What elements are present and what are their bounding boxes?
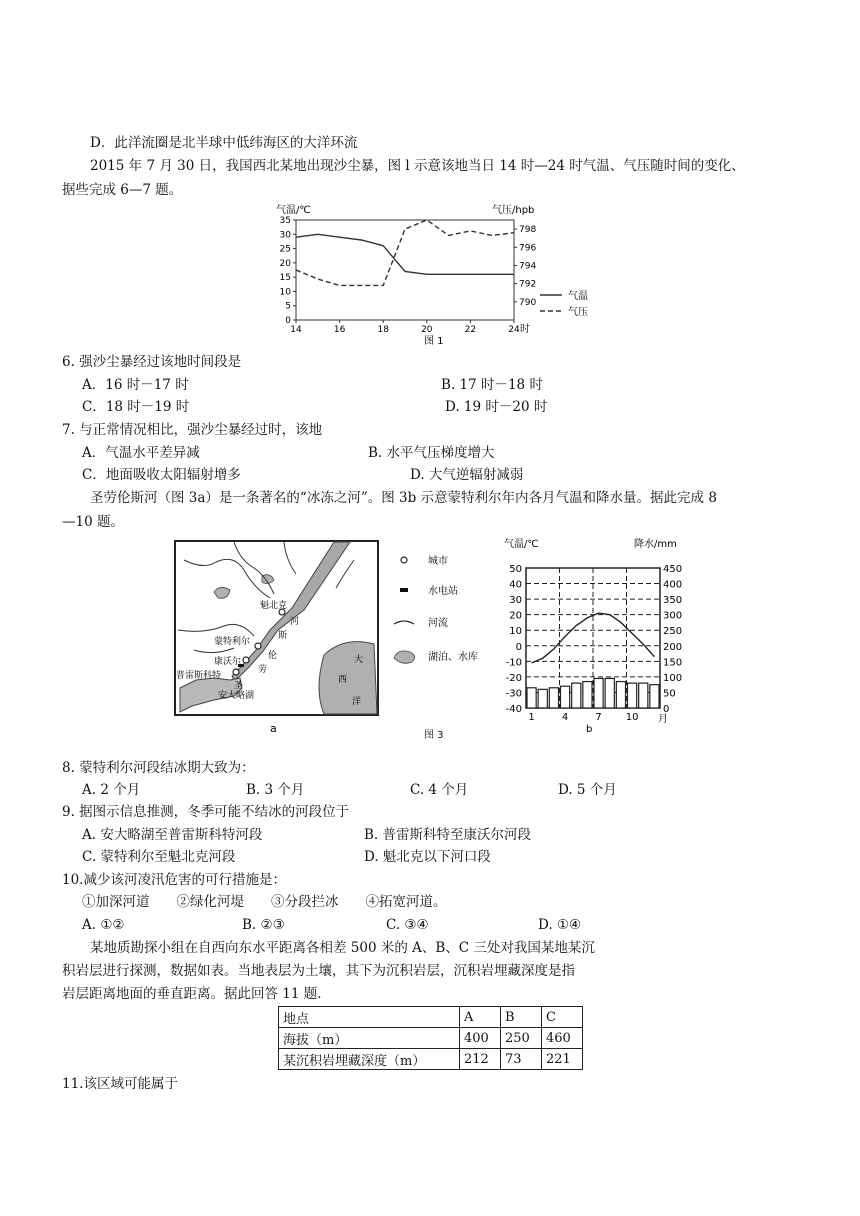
table-header-cell: 地点 [279, 1007, 460, 1028]
fig1-x-tick-label: 24 [508, 325, 520, 335]
map-label-montreal: 蒙特利尔 [214, 637, 251, 647]
intro-2-line-2: —10 题。 [62, 514, 124, 530]
table-cell: 250 [501, 1028, 542, 1049]
fig1-left-tick-label: 5 [285, 301, 291, 312]
fig1-right-tick-label: 792 [519, 279, 537, 290]
question-9: 9. 据图示信息推测，冬季可能不结冰的河段位于 [62, 804, 350, 820]
fig3b-left-tick-label: -30 [505, 688, 522, 700]
intro-3-line-2: 积岩层进行探测，数据如表。当地表层为土壤，其下为沉积岩层，沉积岩埋藏深度是指 [62, 963, 575, 979]
fig3b-right-tick-label: 200 [663, 641, 683, 653]
fig3b-right-tick-label: 300 [663, 610, 683, 622]
fig1-left-axis-label: 气温/℃ [276, 205, 311, 216]
table-cell: 73 [501, 1049, 542, 1070]
intro-3-line-1: 某地质勘探小组在自西向东水平距离各相差 500 米的 A、B、C 三处对我国某地某沉 [90, 940, 595, 956]
fig3b-right-tick-label: 100 [663, 672, 683, 684]
fig3b-precip-bar [549, 688, 558, 708]
fig3b-x-tick-label: 4 [561, 712, 569, 723]
fig1-right-tick-label: 794 [519, 261, 537, 272]
fig1-left-tick-label: 25 [279, 244, 291, 255]
fig3b-precip-bar [594, 678, 603, 708]
table-header-cell: B [501, 1007, 542, 1028]
fig1-left-tick-label: 10 [279, 287, 291, 298]
question-10-option-a: A. ①② [82, 917, 125, 933]
fig1-x-tick-label: 22 [464, 325, 477, 335]
fig3b-precip-bar [639, 683, 648, 708]
table-header-cell: A [460, 1007, 501, 1028]
fig1-right-tick-label: 796 [519, 243, 537, 254]
fig3b-precip-bar [572, 683, 581, 708]
fig1-left-tick-label: 15 [279, 273, 291, 284]
map-label-lake: 安大略湖 [218, 691, 255, 701]
fig3b-precip-bar [628, 683, 637, 708]
question-9-option-b: B. 普雷斯科特至康沃尔河段 [364, 827, 532, 843]
map-legend [392, 548, 502, 688]
fig1-right-tick-label: 790 [519, 297, 537, 308]
question-6-option-c: C．18 时－19 时 [82, 399, 190, 415]
fig1-caption: 图 1 [424, 336, 444, 345]
fig1-temperature-line [296, 234, 514, 274]
map-caption: a [270, 722, 277, 735]
fig3b-x-tick-label: 1 [528, 712, 535, 723]
fig3b-right-tick-label: 150 [663, 657, 683, 669]
fig1-left-tick-label: 30 [279, 230, 291, 241]
fig1-x-tick-label: 18 [377, 325, 389, 335]
question-10-measures: ①加深河道 ②绿化河堤 ③分段拦冰 ④拓宽河道。 [82, 894, 447, 910]
fig3b-left-axis-label: 气温/℃ [504, 539, 539, 550]
option-d: D．此洋流圈是北半球中低纬海区的大洋环流 [90, 135, 358, 151]
table-header-row [279, 1007, 583, 1028]
fig3b-precip-bar [583, 682, 592, 708]
question-6-option-d: D. 19 时－20 时 [445, 399, 548, 415]
fig1-x-tick-label: 14 [290, 325, 302, 335]
question-9-option-d: D. 魁北克以下河口段 [364, 849, 491, 865]
question-11: 11.该区域可能属于 [62, 1076, 178, 1092]
table-cell: 221 [542, 1049, 583, 1070]
intro-1-line-1: 2015 年 7 月 30 日，我国西北某地出现沙尘暴，图 l 示意该地当日 14 时—24 时气温、气压随时间的变化、 [90, 158, 745, 174]
fig3b-x-tick-label: 7 [595, 712, 602, 723]
map-river-char-1: 圣 [234, 681, 244, 691]
fig3b-right-tick-label: 400 [663, 579, 683, 591]
fig1-legend-temp: 气温 [568, 291, 588, 302]
map-ocean-char-2: 西 [338, 675, 348, 685]
question-10: 10.减少该河凌汛危害的可行措施是： [62, 872, 286, 888]
fig1-pressure-line [296, 220, 514, 285]
question-7-option-c: C．地面吸收太阳辐射增多 [82, 467, 241, 483]
fig3b-left-tick-label: 20 [509, 610, 522, 622]
table-row [279, 1028, 583, 1049]
map-river-char-5: 河 [290, 617, 300, 627]
fig1-right-axis-label: 气压/hpb [492, 205, 535, 216]
fig1-right-tick-label: 798 [519, 225, 537, 236]
fig3b-left-tick-label: -40 [505, 704, 522, 715]
map-label-cornwall: 康沃尔 [214, 657, 242, 667]
question-8-option-a: A. 2 个月 [82, 782, 141, 798]
fig1-left-tick-label: 20 [279, 258, 291, 269]
question-6-option-b: B. 17 时－18 时 [441, 377, 543, 393]
fig3b-precip-bar [650, 685, 659, 708]
table-header-cell: C [542, 1007, 583, 1028]
fig3b-precip-bar [605, 678, 614, 708]
fig1-plot-frame [296, 220, 514, 320]
question-8-option-c: C. 4 个月 [410, 782, 469, 798]
question-10-option-d: D. ①④ [538, 917, 582, 933]
question-10-option-b: B. ②③ [242, 917, 285, 933]
fig3b-left-tick-label: -20 [505, 672, 522, 684]
fig3b-x-tick-label: 10 [625, 712, 639, 723]
map-river-char-3: 伦 [268, 651, 278, 661]
drilling-data-table [278, 1006, 583, 1070]
question-6-option-a: A．16 时－17 时 [82, 377, 189, 393]
fig3b-precip-bar [616, 682, 625, 708]
fig1-x-tick-label: 16 [333, 325, 346, 335]
table-cell: 400 [460, 1028, 501, 1049]
question-7-option-b: B. 水平气压梯度增大 [368, 445, 495, 461]
map-ocean-char-1: 大 [354, 655, 364, 665]
legend-hydropower: 水电站 [428, 586, 458, 597]
intro-2-line-1: 圣劳伦斯河（图 3a）是一条著名的“冰冻之河”。图 3b 示意蒙特利尔年内各月气温和降水量。据此完成 8 [90, 490, 717, 506]
table-row [279, 1049, 583, 1070]
fig3b-left-tick-label: -10 [505, 657, 522, 669]
legend-city: 城市 [428, 556, 448, 567]
intro-3-line-3: 岩层距离地面的垂直距离。据此回答 11 题. [62, 986, 322, 1002]
fig3b-right-tick-label: 250 [663, 626, 683, 638]
fig3b-precip-bar [527, 688, 536, 708]
fig3b-right-axis-label: 降水/mm [634, 539, 677, 550]
question-9-option-c: C. 蒙特利尔至魁北克河段 [82, 849, 236, 865]
map-river-char-2: 劳 [258, 665, 268, 675]
figure-3b-chart [494, 534, 694, 744]
fig3b-precip-bar [561, 686, 570, 708]
map-label-quebec: 魁北克 [260, 601, 288, 611]
intro-1-line-2: 据些完成 6—7 题。 [62, 182, 183, 198]
fig1-x-unit: 时 [520, 324, 530, 335]
legend-lake: 湖泊、水库 [428, 652, 478, 663]
fig3b-precip-bar [538, 689, 547, 708]
question-7-option-a: A．气温水平差异减 [82, 445, 200, 461]
fig3b-left-tick-label: 0 [515, 641, 522, 653]
question-7-option-d: D. 大气逆辐射减弱 [410, 467, 524, 483]
question-8: 8. 蒙特利尔河段结冰期大致为： [62, 760, 255, 776]
fig3b-right-tick-label: 0 [663, 704, 670, 715]
question-10-option-c: C. ③④ [386, 917, 429, 933]
fig3b-left-tick-label: 30 [509, 595, 522, 607]
fig1-x-tick-label: 20 [421, 325, 433, 335]
fig3b-right-tick-label: 50 [663, 688, 676, 700]
map-river-char-4: 斯 [278, 631, 288, 641]
fig3b-right-tick-label: 350 [663, 595, 683, 607]
table-cell: 212 [460, 1049, 501, 1070]
question-6: 6. 强沙尘暴经过该地时间段是 [62, 354, 242, 370]
fig3b-left-tick-label: 10 [509, 626, 522, 638]
table-cell: 某沉积岩埋藏深度（m） [279, 1049, 460, 1070]
map-ocean-char-3: 洋 [352, 697, 362, 707]
question-8-option-b: B. 3 个月 [246, 782, 305, 798]
table-cell: 460 [542, 1028, 583, 1049]
fig3b-sub-caption: b [586, 724, 593, 735]
fig3b-right-tick-label: 450 [663, 564, 683, 575]
map-label-prescott: 普雷斯科特 [176, 671, 222, 681]
question-7: 7. 与正常情况相比，强沙尘暴经过时，该地 [62, 422, 323, 438]
question-8-option-d: D. 5 个月 [558, 782, 617, 798]
figure-3a-map [174, 540, 384, 740]
fig1-left-tick-label: 35 [279, 216, 291, 226]
legend-river: 河流 [428, 618, 448, 629]
figure-1-chart [270, 200, 610, 345]
question-9-option-a: A. 安大略湖至普雷斯科特河段 [82, 827, 263, 843]
fig1-legend-pressure: 气压 [568, 307, 588, 318]
figure-3-caption: 图 3 [424, 730, 444, 741]
fig3b-left-tick-label: 40 [509, 579, 522, 591]
fig3b-left-tick-label: 50 [509, 564, 522, 575]
fig3b-x-unit: 月 [658, 714, 668, 725]
fig1-left-tick-label: 0 [285, 316, 291, 326]
table-cell: 海拔（m） [279, 1028, 460, 1049]
